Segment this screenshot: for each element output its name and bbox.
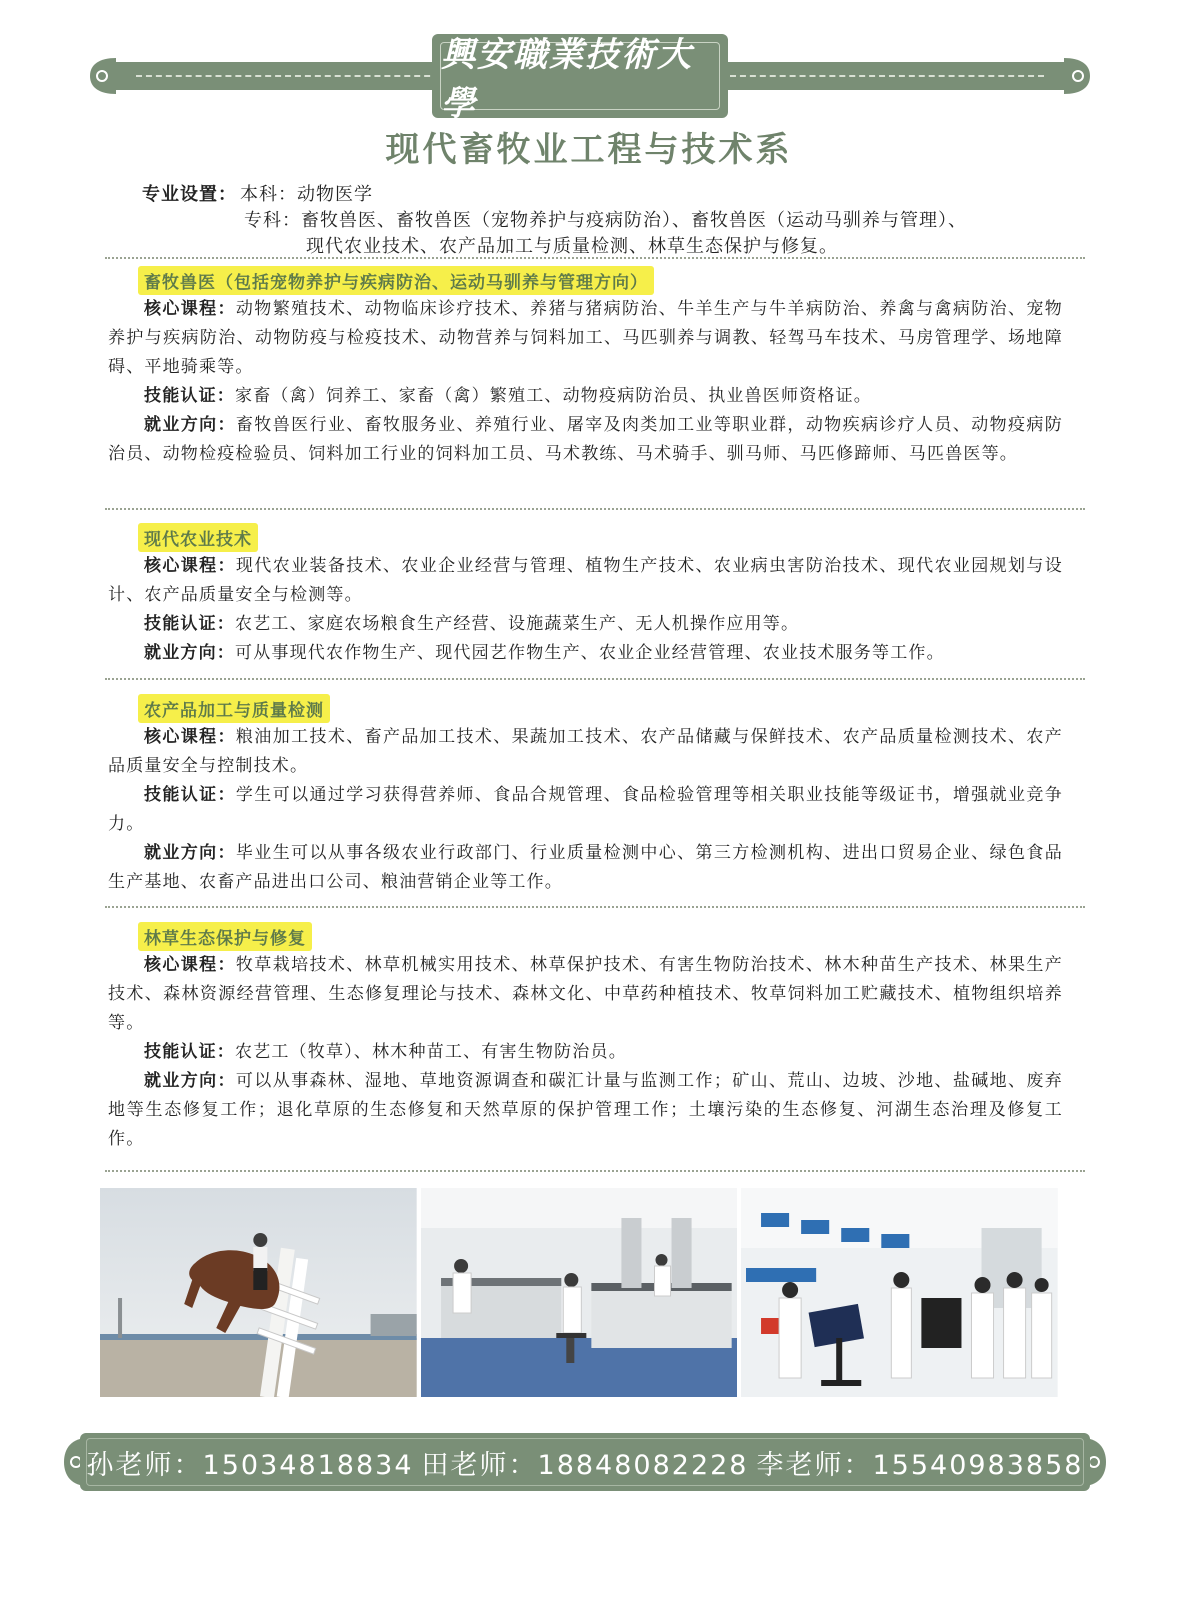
skill-certification — [108, 610, 1063, 639]
contact-sun: 孙老师：15034818834 — [86, 1449, 414, 1481]
university-logo-box — [432, 34, 728, 124]
job-label: 就业方向： — [144, 643, 235, 663]
cert-text: 农艺工（牧草）、林木种苗工、有害生物防治员。 — [235, 1042, 627, 1062]
contact-li: 李老师：15540983858 — [756, 1449, 1084, 1481]
skill-certification — [108, 382, 1063, 411]
undergrad-majors: 动物医学 — [297, 184, 373, 205]
photo-horse-jumping — [100, 1188, 417, 1397]
job-label: 就业方向： — [144, 415, 236, 435]
photo-training-room — [741, 1188, 1058, 1397]
core-label: 核心课程： — [144, 955, 236, 975]
section-forest-grass-ecology — [108, 922, 1063, 1154]
section-food-processing — [108, 694, 1063, 897]
department-title: 现代畜牧业工程与技术系 — [385, 130, 793, 170]
job-label: 就业方向： — [144, 1071, 236, 1091]
employment-direction — [108, 839, 1063, 897]
section-tag: 林草生态保护与修复 — [138, 922, 312, 951]
skill-certification — [108, 781, 1063, 839]
cert-text: 农艺工、家庭农场粮食生产经营、设施蔬菜生产、无人机操作应用等。 — [235, 614, 800, 634]
job-label: 就业方向： — [144, 843, 236, 863]
university-logo-text: 興安職業技術大學 — [441, 35, 693, 124]
banner-dash-right — [730, 75, 1044, 77]
section-tag: 现代农业技术 — [138, 523, 258, 552]
section-tag: 畜牧兽医（包括宠物养护与疾病防治、运动马驯养与管理方向） — [138, 266, 654, 295]
cert-label: 技能认证： — [144, 1042, 235, 1062]
section-modern-agriculture — [108, 523, 1063, 668]
majors-block — [142, 182, 967, 260]
college-majors-line2: 现代农业技术、农产品加工与质量检测、林草生态保护与修复。 — [306, 236, 838, 257]
core-courses — [108, 723, 1063, 781]
core-text: 动物繁殖技术、动物临床诊疗技术、养猪与猪病防治、牛羊生产与牛羊病防治、养禽与禽病防治、宠物养护与疾病防治、动物防疫与检疫技术、动物营养与饲料加工、马匹驯养与调教、轻驾马车技术、马房管理学、场地障碍、平地骑乘等。 — [108, 299, 1064, 377]
employment-direction — [108, 1067, 1063, 1154]
cert-text: 家畜（禽）饲养工、家畜（禽）繁殖工、动物疫病防治员、执业兽医师资格证。 — [235, 386, 872, 406]
section-tag: 农产品加工与质量检测 — [138, 694, 330, 723]
employment-direction — [108, 411, 1063, 469]
job-text: 畜牧兽医行业、畜牧服务业、养殖行业、屠宰及肉类加工业等职业群，动物疾病诊疗人员、动物疫病防治员、动物检疫检验员、饲料加工行业的饲料加工员、马术教练、马术骑手、驯马师、马匹修蹄师、马匹兽医等。 — [108, 415, 1064, 464]
section-divider — [105, 508, 1085, 510]
job-text: 毕业生可以从事各级农业行政部门、行业质量检测中心、第三方检测机构、进出口贸易企业、绿色食品生产基地、农畜产品进出口公司、粮油营销企业等工作。 — [108, 843, 1064, 892]
cert-text: 学生可以通过学习获得营养师、食品合规管理、食品检验管理等相关职业技能等级证书，增强就业竞争力。 — [108, 785, 1064, 834]
college-label: 专科： — [244, 210, 301, 231]
section-divider — [105, 1170, 1085, 1172]
core-label: 核心课程： — [144, 299, 236, 319]
skill-certification — [108, 1038, 1063, 1067]
cert-label: 技能认证： — [144, 614, 235, 634]
employment-direction — [108, 639, 1063, 668]
undergrad-label: 本科： — [240, 184, 297, 205]
core-courses — [108, 951, 1063, 1038]
core-text: 牧草栽培技术、林草机械实用技术、林草保护技术、有害生物防治技术、林木种苗生产技术、林果生产技术、森林资源经营管理、生态修复理论与技术、森林文化、中草药种植技术、牧草饲料加工贮藏技术、植物组织培养等。 — [108, 955, 1064, 1033]
section-divider — [105, 906, 1085, 908]
job-text: 可从事现代农作物生产、现代园艺作物生产、农业企业经营管理、农业技术服务等工作。 — [235, 643, 945, 663]
cert-label: 技能认证： — [144, 785, 236, 805]
contact-list — [80, 1433, 1090, 1491]
photo-laboratory — [421, 1188, 738, 1397]
core-courses — [108, 552, 1063, 610]
contact-band — [80, 1433, 1090, 1491]
university-logo-frame — [440, 35, 720, 124]
banner-dash-left — [136, 75, 450, 77]
core-text: 粮油加工技术、畜产品加工技术、果蔬加工技术、农产品储藏与保鲜技术、农产品质量检测技术、农产品质量安全与控制技术。 — [108, 727, 1064, 776]
core-label: 核心课程： — [144, 556, 236, 576]
job-text: 可以从事森林、湿地、草地资源调查和碳汇计量与监测工作；矿山、荒山、边坡、沙地、盐碱地、废弃地等生态修复工作；退化草原的生态修复和天然草原的保护管理工作；土壤污染的生态修复、河湖生态治理及修复工作。 — [108, 1071, 1064, 1149]
college-majors-line1: 畜牧兽医、畜牧兽医（宠物养护与疫病防治）、畜牧兽医（运动马驯养与管理）、 — [301, 210, 967, 231]
contact-tian: 田老师：18848082228 — [421, 1449, 749, 1481]
section-animal-husbandry — [108, 266, 1063, 469]
cert-label: 技能认证： — [144, 386, 235, 406]
core-courses — [108, 295, 1063, 382]
core-label: 核心课程： — [144, 727, 236, 747]
majors-label: 专业设置： — [142, 184, 237, 205]
banner-ornament-left — [86, 54, 116, 98]
section-divider — [105, 678, 1085, 680]
banner-ornament-right — [1064, 54, 1094, 98]
section-divider — [105, 257, 1085, 259]
core-text: 现代农业装备技术、农业企业经营与管理、植物生产技术、农业病虫害防治技术、现代农业园规划与设计、农产品质量安全与检测等。 — [108, 556, 1064, 605]
photo-strip — [100, 1188, 1058, 1397]
